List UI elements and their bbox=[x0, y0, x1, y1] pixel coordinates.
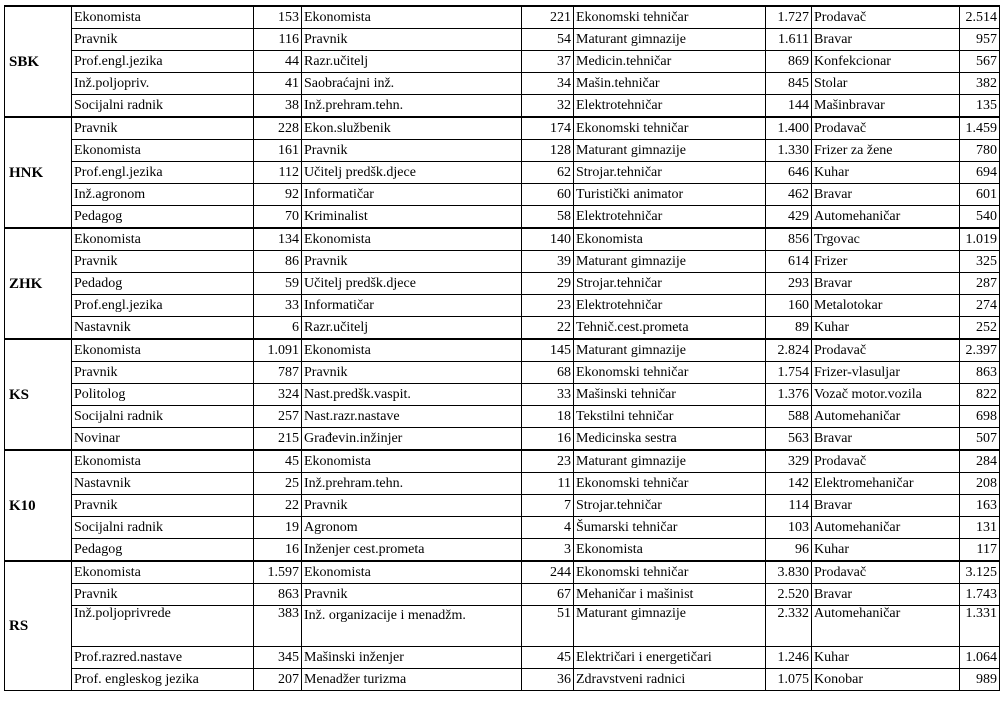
occupation-cell: Maturant gimnazije bbox=[574, 339, 766, 362]
occupation-cell: Kuhar bbox=[812, 162, 960, 184]
occupation-cell: Učitelj predšk.djece bbox=[302, 162, 522, 184]
occupation-cell: Konobar bbox=[812, 669, 960, 691]
occupation-cell: Ekonomski tehničar bbox=[574, 473, 766, 495]
table-row bbox=[5, 584, 1000, 606]
occupation-cell: Prof. engleskog jezika bbox=[72, 669, 254, 691]
occupation-cell: Inž. organizacije i menadžm. bbox=[302, 606, 522, 647]
occupation-cell: Prodavač bbox=[812, 561, 960, 584]
occupation-cell: Automehaničar bbox=[812, 517, 960, 539]
count-cell: 1.091 bbox=[254, 339, 302, 362]
count-cell: 567 bbox=[960, 51, 1000, 73]
occupation-cell: Razr.učitelj bbox=[302, 51, 522, 73]
count-cell: 19 bbox=[254, 517, 302, 539]
table-row bbox=[5, 51, 1000, 73]
occupation-cell: Pedagog bbox=[72, 539, 254, 562]
occupation-cell: Politolog bbox=[72, 384, 254, 406]
count-cell: 37 bbox=[522, 51, 574, 73]
occupation-cell: Ekonomista bbox=[72, 140, 254, 162]
occupation-cell: Nastavnik bbox=[72, 473, 254, 495]
count-cell: 614 bbox=[766, 251, 812, 273]
occupation-cell: Ekonomista bbox=[302, 228, 522, 251]
count-cell: 989 bbox=[960, 669, 1000, 691]
occupation-cell: Ekon.službenik bbox=[302, 117, 522, 140]
table-row bbox=[5, 317, 1000, 340]
count-cell: 23 bbox=[522, 295, 574, 317]
count-cell: 22 bbox=[254, 495, 302, 517]
count-cell: 70 bbox=[254, 206, 302, 229]
occupation-cell: Frizer bbox=[812, 251, 960, 273]
occupation-cell: Elektrotehničar bbox=[574, 206, 766, 229]
count-cell: 38 bbox=[254, 95, 302, 118]
occupation-cell: Turistički animator bbox=[574, 184, 766, 206]
occupation-cell: Prodavač bbox=[812, 450, 960, 473]
count-cell: 117 bbox=[960, 539, 1000, 562]
count-cell: 1.331 bbox=[960, 606, 1000, 647]
count-cell: 293 bbox=[766, 273, 812, 295]
occupation-cell: Pravnik bbox=[72, 362, 254, 384]
count-cell: 68 bbox=[522, 362, 574, 384]
count-cell: 1.743 bbox=[960, 584, 1000, 606]
occupation-cell: Mašinski inženjer bbox=[302, 647, 522, 669]
region-label: K10 bbox=[5, 450, 72, 561]
occupation-cell: Informatičar bbox=[302, 295, 522, 317]
occupation-cell: Bravar bbox=[812, 584, 960, 606]
count-cell: 59 bbox=[254, 273, 302, 295]
count-cell: 160 bbox=[766, 295, 812, 317]
occupation-cell: Inž.prehram.tehn. bbox=[302, 95, 522, 118]
occupation-cell: Prof.engl.jezika bbox=[72, 295, 254, 317]
count-cell: 11 bbox=[522, 473, 574, 495]
occupation-cell: Prof.engl.jezika bbox=[72, 51, 254, 73]
occupation-cell: Učitelj predšk.djece bbox=[302, 273, 522, 295]
table-row bbox=[5, 428, 1000, 451]
count-cell: 1.019 bbox=[960, 228, 1000, 251]
occupation-cell: Pedagog bbox=[72, 206, 254, 229]
table-row bbox=[5, 273, 1000, 295]
occupation-cell: Mašin.tehničar bbox=[574, 73, 766, 95]
occupation-cell: Kuhar bbox=[812, 647, 960, 669]
count-cell: 1.754 bbox=[766, 362, 812, 384]
count-cell: 67 bbox=[522, 584, 574, 606]
count-cell: 32 bbox=[522, 95, 574, 118]
occupation-cell: Novinar bbox=[72, 428, 254, 451]
count-cell: 18 bbox=[522, 406, 574, 428]
occupation-cell: Pravnik bbox=[302, 362, 522, 384]
count-cell: 588 bbox=[766, 406, 812, 428]
occupation-cell: Mašinski tehničar bbox=[574, 384, 766, 406]
count-cell: 22 bbox=[522, 317, 574, 340]
occupation-cell: Pedadog bbox=[72, 273, 254, 295]
table-body bbox=[5, 6, 1000, 691]
table-row bbox=[5, 384, 1000, 406]
count-cell: 45 bbox=[254, 450, 302, 473]
occupation-cell: Mehaničar i mašinist bbox=[574, 584, 766, 606]
count-cell: 3.125 bbox=[960, 561, 1000, 584]
count-cell: 92 bbox=[254, 184, 302, 206]
count-cell: 244 bbox=[522, 561, 574, 584]
count-cell: 325 bbox=[960, 251, 1000, 273]
occupation-cell: Ekonomista bbox=[302, 6, 522, 29]
count-cell: 208 bbox=[960, 473, 1000, 495]
count-cell: 1.727 bbox=[766, 6, 812, 29]
occupation-cell: Građevin.inžinjer bbox=[302, 428, 522, 451]
occupation-cell: Prodavač bbox=[812, 117, 960, 140]
count-cell: 3 bbox=[522, 539, 574, 562]
occupation-cell: Bravar bbox=[812, 184, 960, 206]
occupation-cell: Kuhar bbox=[812, 539, 960, 562]
count-cell: 142 bbox=[766, 473, 812, 495]
occupation-cell: Inž.poljopriv. bbox=[72, 73, 254, 95]
count-cell: 51 bbox=[522, 606, 574, 647]
table-row bbox=[5, 339, 1000, 362]
count-cell: 62 bbox=[522, 162, 574, 184]
count-cell: 869 bbox=[766, 51, 812, 73]
count-cell: 1.597 bbox=[254, 561, 302, 584]
count-cell: 221 bbox=[522, 6, 574, 29]
occupation-cell: Ekonomista bbox=[72, 561, 254, 584]
occupation-cell: Nast.predšk.vaspit. bbox=[302, 384, 522, 406]
count-cell: 60 bbox=[522, 184, 574, 206]
occupation-cell: Maturant gimnazije bbox=[574, 140, 766, 162]
occupation-cell: Tekstilni tehničar bbox=[574, 406, 766, 428]
count-cell: 856 bbox=[766, 228, 812, 251]
occupation-cell: Ekonomski tehničar bbox=[574, 561, 766, 584]
table-row bbox=[5, 140, 1000, 162]
occupation-cell: Strojar.tehničar bbox=[574, 495, 766, 517]
count-cell: 33 bbox=[254, 295, 302, 317]
count-cell: 96 bbox=[766, 539, 812, 562]
count-cell: 39 bbox=[522, 251, 574, 273]
count-cell: 601 bbox=[960, 184, 1000, 206]
occupation-cell: Prof.engl.jezika bbox=[72, 162, 254, 184]
table-row bbox=[5, 539, 1000, 562]
count-cell: 1.075 bbox=[766, 669, 812, 691]
count-cell: 131 bbox=[960, 517, 1000, 539]
occupation-cell: Stolar bbox=[812, 73, 960, 95]
occupation-cell: Menadžer turizma bbox=[302, 669, 522, 691]
occupation-cell: Maturant gimnazije bbox=[574, 450, 766, 473]
occupation-cell: Pravnik bbox=[72, 495, 254, 517]
occupation-cell: Razr.učitelj bbox=[302, 317, 522, 340]
table-row bbox=[5, 362, 1000, 384]
count-cell: 25 bbox=[254, 473, 302, 495]
occupation-cell: Medicin.tehničar bbox=[574, 51, 766, 73]
count-cell: 382 bbox=[960, 73, 1000, 95]
occupation-cell: Inženjer cest.prometa bbox=[302, 539, 522, 562]
occupation-cell: Inž.prehram.tehn. bbox=[302, 473, 522, 495]
occupation-cell: Metalotokar bbox=[812, 295, 960, 317]
occupation-cell: Frizer-vlasuljar bbox=[812, 362, 960, 384]
table-row bbox=[5, 184, 1000, 206]
occupation-cell: Pravnik bbox=[72, 117, 254, 140]
count-cell: 161 bbox=[254, 140, 302, 162]
table-row bbox=[5, 228, 1000, 251]
occupation-cell: Pravnik bbox=[72, 584, 254, 606]
occupation-cell: Tehnič.cest.prometa bbox=[574, 317, 766, 340]
occupation-cell: Pravnik bbox=[72, 29, 254, 51]
occupation-cell: Maturant gimnazije bbox=[574, 251, 766, 273]
count-cell: 134 bbox=[254, 228, 302, 251]
occupation-cell: Pravnik bbox=[302, 495, 522, 517]
occupation-cell: Vozač motor.vozila bbox=[812, 384, 960, 406]
table-row bbox=[5, 406, 1000, 428]
count-cell: 33 bbox=[522, 384, 574, 406]
region-label: SBK bbox=[5, 6, 72, 117]
occupation-cell: Ekonomista bbox=[72, 339, 254, 362]
table-row bbox=[5, 29, 1000, 51]
count-cell: 863 bbox=[960, 362, 1000, 384]
table-row bbox=[5, 162, 1000, 184]
occupation-cell: Kriminalist bbox=[302, 206, 522, 229]
occupation-cell: Strojar.tehničar bbox=[574, 162, 766, 184]
count-cell: 329 bbox=[766, 450, 812, 473]
count-cell: 163 bbox=[960, 495, 1000, 517]
count-cell: 2.520 bbox=[766, 584, 812, 606]
count-cell: 116 bbox=[254, 29, 302, 51]
occupation-cell: Električari i energetičari bbox=[574, 647, 766, 669]
count-cell: 698 bbox=[960, 406, 1000, 428]
occupation-cell: Bravar bbox=[812, 495, 960, 517]
table-row bbox=[5, 606, 1000, 647]
count-cell: 540 bbox=[960, 206, 1000, 229]
occupation-cell: Elektrotehničar bbox=[574, 95, 766, 118]
count-cell: 1.611 bbox=[766, 29, 812, 51]
count-cell: 34 bbox=[522, 73, 574, 95]
count-cell: 462 bbox=[766, 184, 812, 206]
count-cell: 3.830 bbox=[766, 561, 812, 584]
count-cell: 174 bbox=[522, 117, 574, 140]
count-cell: 112 bbox=[254, 162, 302, 184]
count-cell: 2.332 bbox=[766, 606, 812, 647]
occupation-cell: Zdravstveni radnici bbox=[574, 669, 766, 691]
table-row bbox=[5, 450, 1000, 473]
count-cell: 16 bbox=[254, 539, 302, 562]
occupation-table bbox=[4, 5, 1000, 691]
count-cell: 383 bbox=[254, 606, 302, 647]
table-row bbox=[5, 117, 1000, 140]
count-cell: 780 bbox=[960, 140, 1000, 162]
occupation-cell: Elektromehaničar bbox=[812, 473, 960, 495]
count-cell: 2.824 bbox=[766, 339, 812, 362]
occupation-cell: Kuhar bbox=[812, 317, 960, 340]
occupation-cell: Socijalni radnik bbox=[72, 95, 254, 118]
table-row bbox=[5, 561, 1000, 584]
count-cell: 215 bbox=[254, 428, 302, 451]
occupation-cell: Automehaničar bbox=[812, 206, 960, 229]
occupation-cell: Nast.razr.nastave bbox=[302, 406, 522, 428]
occupation-cell: Automehaničar bbox=[812, 606, 960, 647]
count-cell: 135 bbox=[960, 95, 1000, 118]
count-cell: 207 bbox=[254, 669, 302, 691]
occupation-cell: Prof.razred.nastave bbox=[72, 647, 254, 669]
occupation-cell: Ekonomista bbox=[574, 539, 766, 562]
count-cell: 16 bbox=[522, 428, 574, 451]
count-cell: 1.400 bbox=[766, 117, 812, 140]
occupation-cell: Ekonomista bbox=[574, 228, 766, 251]
count-cell: 324 bbox=[254, 384, 302, 406]
count-cell: 957 bbox=[960, 29, 1000, 51]
occupation-cell: Mašinbravar bbox=[812, 95, 960, 118]
count-cell: 429 bbox=[766, 206, 812, 229]
count-cell: 287 bbox=[960, 273, 1000, 295]
occupation-cell: Pravnik bbox=[302, 140, 522, 162]
occupation-cell: Nastavnik bbox=[72, 317, 254, 340]
count-cell: 507 bbox=[960, 428, 1000, 451]
count-cell: 4 bbox=[522, 517, 574, 539]
table-row bbox=[5, 473, 1000, 495]
table-row bbox=[5, 517, 1000, 539]
table-row bbox=[5, 206, 1000, 229]
count-cell: 86 bbox=[254, 251, 302, 273]
occupation-cell: Ekonomski tehničar bbox=[574, 117, 766, 140]
count-cell: 58 bbox=[522, 206, 574, 229]
occupation-cell: Ekonomista bbox=[72, 228, 254, 251]
count-cell: 128 bbox=[522, 140, 574, 162]
count-cell: 45 bbox=[522, 647, 574, 669]
occupation-cell: Pravnik bbox=[302, 29, 522, 51]
occupation-cell: Bravar bbox=[812, 29, 960, 51]
count-cell: 140 bbox=[522, 228, 574, 251]
count-cell: 284 bbox=[960, 450, 1000, 473]
occupation-cell: Strojar.tehničar bbox=[574, 273, 766, 295]
occupation-cell: Ekonomski tehničar bbox=[574, 362, 766, 384]
occupation-cell: Konfekcionar bbox=[812, 51, 960, 73]
occupation-cell: Ekonomista bbox=[302, 450, 522, 473]
occupation-cell: Ekonomista bbox=[72, 450, 254, 473]
count-cell: 257 bbox=[254, 406, 302, 428]
occupation-cell: Pravnik bbox=[302, 584, 522, 606]
occupation-cell: Inž.poljoprivrede bbox=[72, 606, 254, 647]
occupation-cell: Bravar bbox=[812, 428, 960, 451]
table-row bbox=[5, 73, 1000, 95]
occupation-cell: Inž.agronom bbox=[72, 184, 254, 206]
table-row bbox=[5, 6, 1000, 29]
region-label: KS bbox=[5, 339, 72, 450]
count-cell: 646 bbox=[766, 162, 812, 184]
occupation-cell: Maturant gimnazije bbox=[574, 29, 766, 51]
table-row bbox=[5, 669, 1000, 691]
count-cell: 29 bbox=[522, 273, 574, 295]
count-cell: 863 bbox=[254, 584, 302, 606]
occupation-cell: Pravnik bbox=[72, 251, 254, 273]
count-cell: 145 bbox=[522, 339, 574, 362]
count-cell: 36 bbox=[522, 669, 574, 691]
count-cell: 23 bbox=[522, 450, 574, 473]
count-cell: 144 bbox=[766, 95, 812, 118]
table-row bbox=[5, 251, 1000, 273]
count-cell: 274 bbox=[960, 295, 1000, 317]
count-cell: 1.064 bbox=[960, 647, 1000, 669]
count-cell: 2.514 bbox=[960, 6, 1000, 29]
occupation-cell: Prodavač bbox=[812, 339, 960, 362]
table-row bbox=[5, 295, 1000, 317]
count-cell: 103 bbox=[766, 517, 812, 539]
count-cell: 2.397 bbox=[960, 339, 1000, 362]
count-cell: 44 bbox=[254, 51, 302, 73]
count-cell: 845 bbox=[766, 73, 812, 95]
count-cell: 89 bbox=[766, 317, 812, 340]
count-cell: 1.246 bbox=[766, 647, 812, 669]
count-cell: 694 bbox=[960, 162, 1000, 184]
count-cell: 1.330 bbox=[766, 140, 812, 162]
count-cell: 153 bbox=[254, 6, 302, 29]
count-cell: 345 bbox=[254, 647, 302, 669]
count-cell: 787 bbox=[254, 362, 302, 384]
count-cell: 1.376 bbox=[766, 384, 812, 406]
table-row bbox=[5, 495, 1000, 517]
count-cell: 252 bbox=[960, 317, 1000, 340]
count-cell: 41 bbox=[254, 73, 302, 95]
occupation-cell: Šumarski tehničar bbox=[574, 517, 766, 539]
occupation-cell: Frizer za žene bbox=[812, 140, 960, 162]
occupation-cell: Ekonomista bbox=[72, 6, 254, 29]
occupation-cell: Ekonomski tehničar bbox=[574, 6, 766, 29]
occupation-cell: Trgovac bbox=[812, 228, 960, 251]
count-cell: 6 bbox=[254, 317, 302, 340]
occupation-cell: Socijalni radnik bbox=[72, 517, 254, 539]
occupation-cell: Maturant gimnazije bbox=[574, 606, 766, 647]
occupation-cell: Ekonomista bbox=[302, 561, 522, 584]
occupation-cell: Medicinska sestra bbox=[574, 428, 766, 451]
occupation-cell: Ekonomista bbox=[302, 339, 522, 362]
table-row bbox=[5, 647, 1000, 669]
count-cell: 228 bbox=[254, 117, 302, 140]
region-label: HNK bbox=[5, 117, 72, 228]
region-label: ZHK bbox=[5, 228, 72, 339]
occupation-cell: Agronom bbox=[302, 517, 522, 539]
occupation-cell: Automehaničar bbox=[812, 406, 960, 428]
count-cell: 822 bbox=[960, 384, 1000, 406]
occupation-cell: Informatičar bbox=[302, 184, 522, 206]
occupation-cell: Saobraćajni inž. bbox=[302, 73, 522, 95]
count-cell: 563 bbox=[766, 428, 812, 451]
table-row bbox=[5, 95, 1000, 118]
count-cell: 114 bbox=[766, 495, 812, 517]
occupation-cell: Pravnik bbox=[302, 251, 522, 273]
occupation-cell: Bravar bbox=[812, 273, 960, 295]
count-cell: 1.459 bbox=[960, 117, 1000, 140]
count-cell: 54 bbox=[522, 29, 574, 51]
region-label: RS bbox=[5, 561, 72, 691]
occupation-cell: Socijalni radnik bbox=[72, 406, 254, 428]
occupation-cell: Elektrotehničar bbox=[574, 295, 766, 317]
occupation-cell: Prodavač bbox=[812, 6, 960, 29]
count-cell: 7 bbox=[522, 495, 574, 517]
